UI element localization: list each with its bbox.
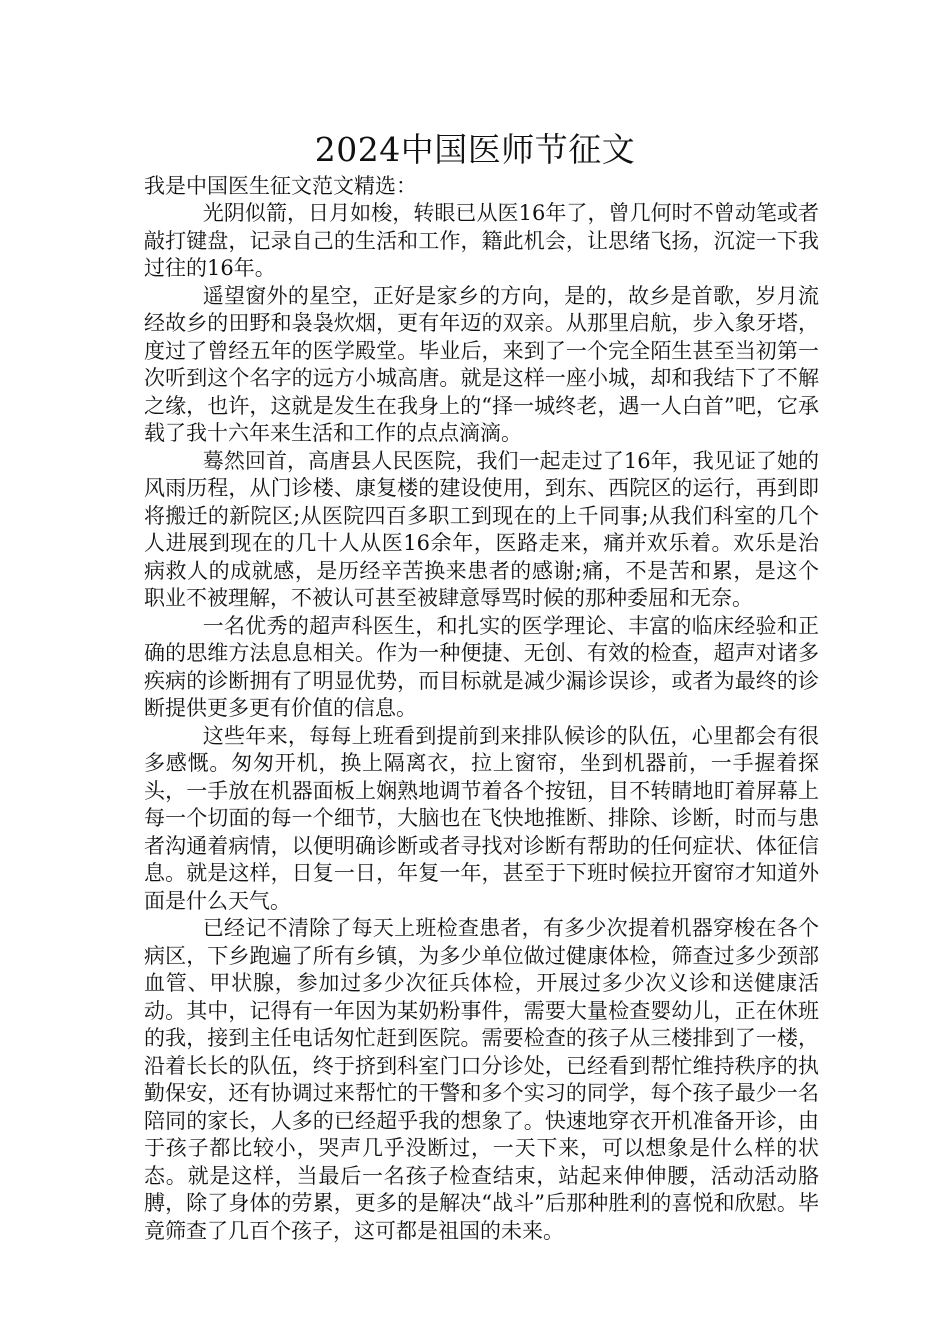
paragraph-2: 遥望窗外的星空，正好是家乡的方向，是的，故乡是首歌，岁月流经故乡的田野和袅袅炊烟，更有年迈的双亲。从那里启航，步入象牙塔，度过了曾经五年的医学殿堂。毕业后，来到了一个完全陌生甚至当初第一次听到这个名字的远方小城高唐。就是这样一座小城，却和我结下了不解之缘，也许，这就是发生在我身上的“择一城终老，遇一人白首”吧，它承载了我十六年来生活和工作的点点滴滴。: [144, 283, 819, 445]
lead-line: 我是中国医生征文范文精选：: [144, 174, 417, 198]
document-body: [144, 173, 819, 1245]
paragraph-6: 已经记不清除了每天上班检查患者，有多少次提着机器穿梭在各个病区，下乡跑遍了所有乡镇，为多少单位做过健康体检，筛查过多少颈部血管、甲状腺，参加过多少次征兵体检，开展过多少次义诊和送健康活动。其中，记得有一年因为某奶粉事件，需要大量检查婴幼儿，正在休班的我，接到主任电话匆忙赶到医院。需要检查的孩子从三楼排到了一楼，沿着长长的队伍，终于挤到科室门口分诊处，已经看到帮忙维持秩序的执勤保安，还有协调过来帮忙的干警和多个实习的同学，每个孩子最少一名陪同的家长，人多的已经超乎我的想象了。快速地穿衣开机准备开诊，由于孩子都比较小，哭声几乎没断过，一天下来，可以想象是什么样的状态。就是这样，当最后一名孩子检查结束，站起来伸伸腰，活动活动胳膊，除了身体的劳累，更多的是解决“战斗”后那种胜利的喜悦和欣慰。毕竟筛查了几百个孩子，这可都是祖国的未来。: [144, 916, 819, 1243]
paragraph-5: 这些年来，每每上班看到提前到来排队候诊的队伍，心里都会有很多感慨。匆匆开机，换上隔离衣，拉上窗帘，坐到机器前，一手握着探头，一手放在机器面板上娴熟地调节着各个按钮，目不转睛地盯着屏幕上每一个切面的每一个细节，大脑也在飞快地推断、排除、诊断，时而与患者沟通着病情，以便明确诊断或者寻找对诊断有帮助的任何症状、体征信息。就是这样，日复一日，年复一年，甚至于下班时候拉开窗帘才知道外面是什么天气。: [144, 723, 819, 913]
document-title: 2024中国医师节征文: [314, 130, 636, 169]
paragraph-4: 一名优秀的超声科医生，和扎实的医学理论、丰富的临床经验和正确的思维方法息息相关。作为一种便捷、无创、有效的检查，超声对诸多疾病的诊断拥有了明显优势，而目标就是减少漏诊误诊，或者为最终的诊断提供更多更有价值的信息。: [144, 613, 819, 720]
paragraph-3: 蓦然回首，高唐县人民医院，我们一起走过了16年，我见证了她的风雨历程，从门诊楼、康复楼的建设使用，到东、西院区的运行，再到即将搬迁的新院区;从医院四百多职工到现在的上千同事;从我们科室的几个人进展到现在的几十人从医16余年，医路走来，痛并欢乐着。欢乐是治病救人的成就感，是历经辛苦换来患者的感谢;痛，不是苦和累，是这个职业不被理解，不被认可甚至被肆意辱骂时候的那种委屈和无奈。: [144, 448, 819, 610]
paragraph-1: 光阴似箭，日月如梭，转眼已从医16年了，曾几何时不曾动笔或者敲打键盘，记录自己的生活和工作，籍此机会，让思绪飞扬，沉淀一下我过往的16年。: [144, 201, 819, 280]
